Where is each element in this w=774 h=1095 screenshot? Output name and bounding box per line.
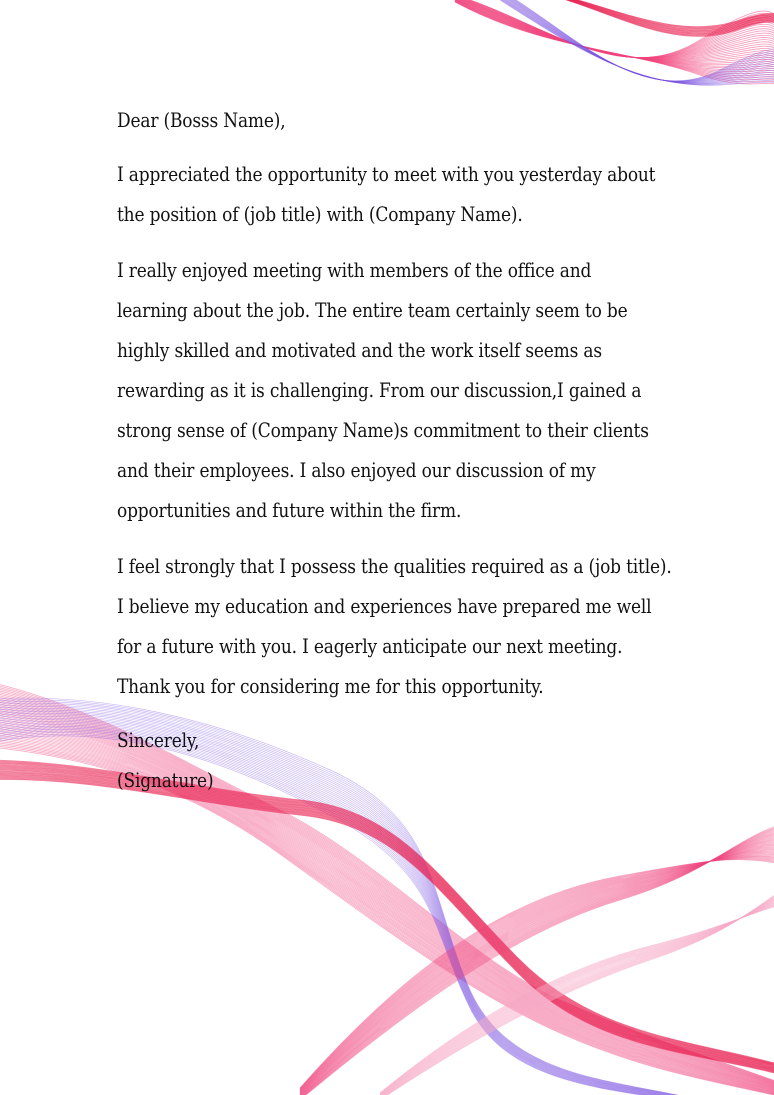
paragraph-1-line-1: I appreciated the opportunity to meet with you yesterday about	[117, 162, 656, 186]
paragraph-2-line-3: highly skilled and motivated and the work itself seems as	[117, 338, 602, 362]
paragraph-1	[117, 154, 656, 234]
letter-body	[117, 100, 672, 800]
wave-line	[0, 778, 774, 1079]
paragraph-3-line-1: I feel strongly that I possess the qualities required as a (job title).	[117, 554, 672, 578]
paragraph-2-line-1: I really enjoyed meeting with members of the office and	[117, 258, 592, 282]
salutation: Dear (Bosss Name),	[117, 108, 286, 132]
paragraph-1-line-2: the position of (job title) with (Company Name).	[117, 202, 523, 226]
wave-line	[500, 0, 774, 107]
paragraph-2-line-4: rewarding as it is challenging. From our discussion,I gained a	[117, 378, 642, 402]
wave-line	[455, 0, 774, 68]
paragraph-2	[117, 250, 649, 530]
paragraph-2-line-6: and their employees. I also enjoyed our discussion of my	[117, 458, 596, 482]
closing-block	[117, 720, 593, 800]
paragraph-3-line-4: Thank you for considering me for this opportunity.	[117, 674, 544, 698]
signature: (Signature)	[117, 768, 214, 792]
paragraph-2-line-2: learning about the job. The entire team certainly seem to be	[117, 298, 628, 322]
paragraph-2-line-5: strong sense of (Company Name)s commitment to their clients	[117, 418, 649, 442]
wave-line	[500, 0, 774, 100]
paragraph-3-line-2: I believe my education and experiences have prepared me well	[117, 594, 652, 618]
paragraph-2-line-7: opportunities and future within the firm.	[117, 498, 462, 522]
closing: Sincerely,	[117, 728, 200, 752]
paragraph-3	[117, 546, 672, 706]
wave-line	[500, 0, 774, 104]
paragraph-3-line-3: for a future with you. I eagerly anticipate our next meeting.	[117, 634, 623, 658]
